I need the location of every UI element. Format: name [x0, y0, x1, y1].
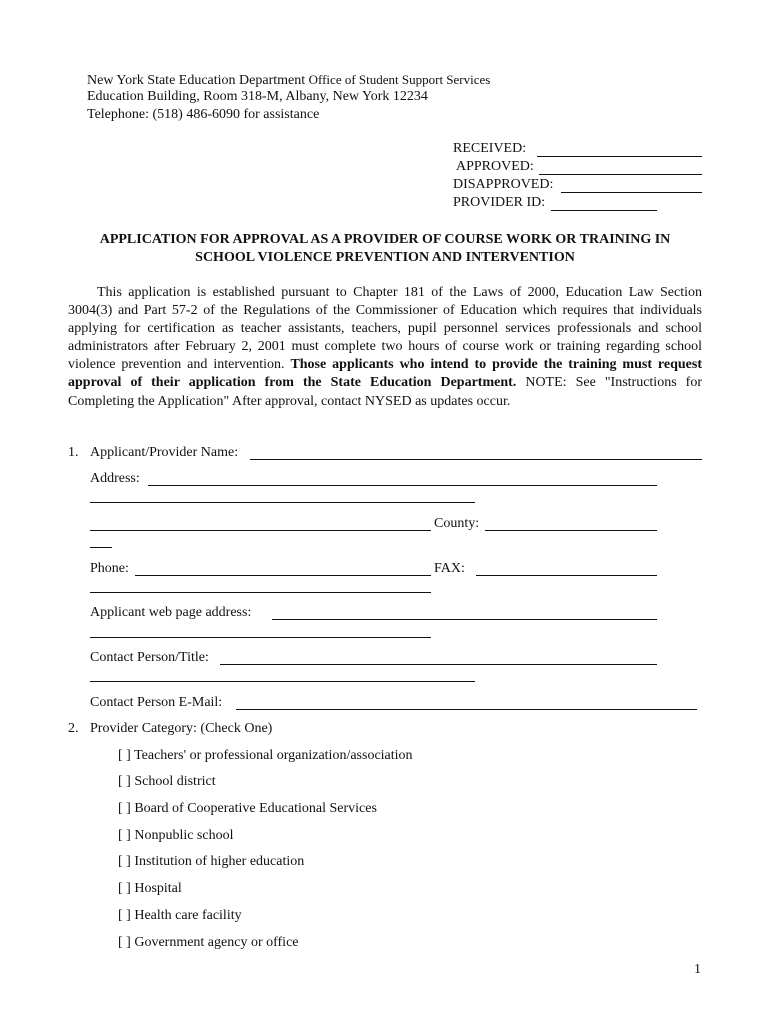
office-name: Office of Student Support Services — [308, 72, 491, 87]
county-field[interactable] — [485, 530, 657, 531]
checkbox[interactable]: [ ] — [118, 935, 131, 950]
telephone-line: Telephone: (518) 486-6090 for assistance — [87, 107, 320, 122]
checkbox[interactable]: [ ] — [118, 748, 131, 763]
form-title-line1: APPLICATION FOR APPROVAL AS A PROVIDER OF COURSE WORK OR TRAINING IN — [99, 232, 671, 247]
phone-label: Phone: — [90, 561, 129, 576]
provider-name-label: Applicant/Provider Name: — [90, 445, 239, 460]
category-option-higher-education[interactable] — [118, 854, 304, 870]
checkbox[interactable]: [ ] — [118, 801, 131, 816]
checkbox[interactable]: [ ] — [118, 828, 131, 843]
received-label: RECEIVED: — [453, 141, 527, 156]
address-field-line2[interactable] — [90, 502, 475, 503]
web-address-field-continued[interactable] — [90, 637, 431, 638]
department-name: New York State Education Department — [87, 73, 309, 88]
contact-person-label: Contact Person/Title: — [90, 650, 209, 665]
category-option-school-district[interactable] — [118, 774, 216, 790]
category-label: Government agency or office — [134, 935, 299, 950]
county-label: County: — [434, 516, 480, 531]
section1-number: 1. — [68, 445, 79, 460]
checkbox[interactable]: [ ] — [118, 881, 131, 896]
address-label: Address: — [90, 471, 140, 486]
intro-text: This application is established pursuant to Chapter 181 of the Laws of 2000, Education Law Section 3004(3) and Part 57-2 of the Regulations of the Commissioner of Education which requires that individuals applying for certification as teacher assistants, teachers, pupil personnel services professionals and school administrators after February 2, 2001 must complete two hours of course work or training regarding school violence prevention and intervention. — [68, 285, 702, 373]
department-line — [87, 71, 490, 89]
category-label: Nonpublic school — [134, 828, 234, 843]
web-address-label: Applicant web page address: — [90, 605, 252, 620]
address-field-line3[interactable] — [90, 530, 431, 531]
disapproved-label: DISAPPROVED: — [453, 177, 554, 192]
intro-paragraph — [68, 284, 702, 411]
category-option-health-care-facility[interactable] — [118, 908, 242, 924]
disapproved-field[interactable] — [561, 192, 702, 193]
phone-field[interactable] — [135, 575, 431, 576]
category-option-organization[interactable] — [118, 748, 413, 764]
fax-label: FAX: — [434, 561, 465, 576]
contact-person-field-continued[interactable] — [90, 681, 475, 682]
approved-label: APPROVED: — [456, 159, 534, 174]
provider-id-label: PROVIDER ID: — [453, 195, 546, 210]
intro-note: NOTE: See "Instructions for Completing the Application" After approval, contact NYSED as updates occur. — [68, 375, 702, 409]
received-field[interactable] — [537, 156, 702, 157]
category-label: Board of Cooperative Educational Services — [134, 801, 377, 816]
category-option-boces[interactable] — [118, 801, 377, 817]
address-field-line1[interactable] — [148, 485, 657, 486]
intro-bold-text: Those applicants who intend to provide the training must request approval of their application from the State Education Department. — [68, 357, 703, 391]
form-title — [60, 231, 710, 267]
provider-category-label: Provider Category: (Check One) — [90, 721, 273, 736]
category-label: School district — [134, 774, 216, 789]
web-address-field[interactable] — [272, 619, 657, 620]
category-option-nonpublic-school[interactable] — [118, 828, 233, 844]
contact-email-label: Contact Person E-Mail: — [90, 695, 223, 710]
county-field-continued[interactable] — [90, 547, 112, 548]
address-line: Education Building, Room 318-M, Albany, New York 12234 — [87, 89, 428, 104]
provider-name-field[interactable] — [250, 459, 702, 460]
checkbox[interactable]: [ ] — [118, 774, 131, 789]
phone-field-continued[interactable] — [90, 592, 431, 593]
checkbox[interactable]: [ ] — [118, 854, 131, 869]
provider-id-field[interactable] — [551, 210, 657, 211]
page-number: 1 — [694, 962, 701, 977]
approved-field[interactable] — [539, 174, 702, 175]
category-label: Teachers' or professional organization/association — [134, 748, 413, 763]
section2-number: 2. — [68, 721, 79, 736]
category-option-government-agency[interactable] — [118, 935, 299, 951]
contact-person-field[interactable] — [220, 664, 657, 665]
category-label: Institution of higher education — [134, 854, 305, 869]
category-label: Hospital — [134, 881, 182, 896]
category-option-hospital[interactable] — [118, 881, 182, 897]
fax-field[interactable] — [476, 575, 657, 576]
contact-email-field[interactable] — [236, 709, 697, 710]
checkbox[interactable]: [ ] — [118, 908, 131, 923]
category-label: Health care facility — [134, 908, 242, 923]
form-title-line2: SCHOOL VIOLENCE PREVENTION AND INTERVENTION — [195, 250, 575, 265]
